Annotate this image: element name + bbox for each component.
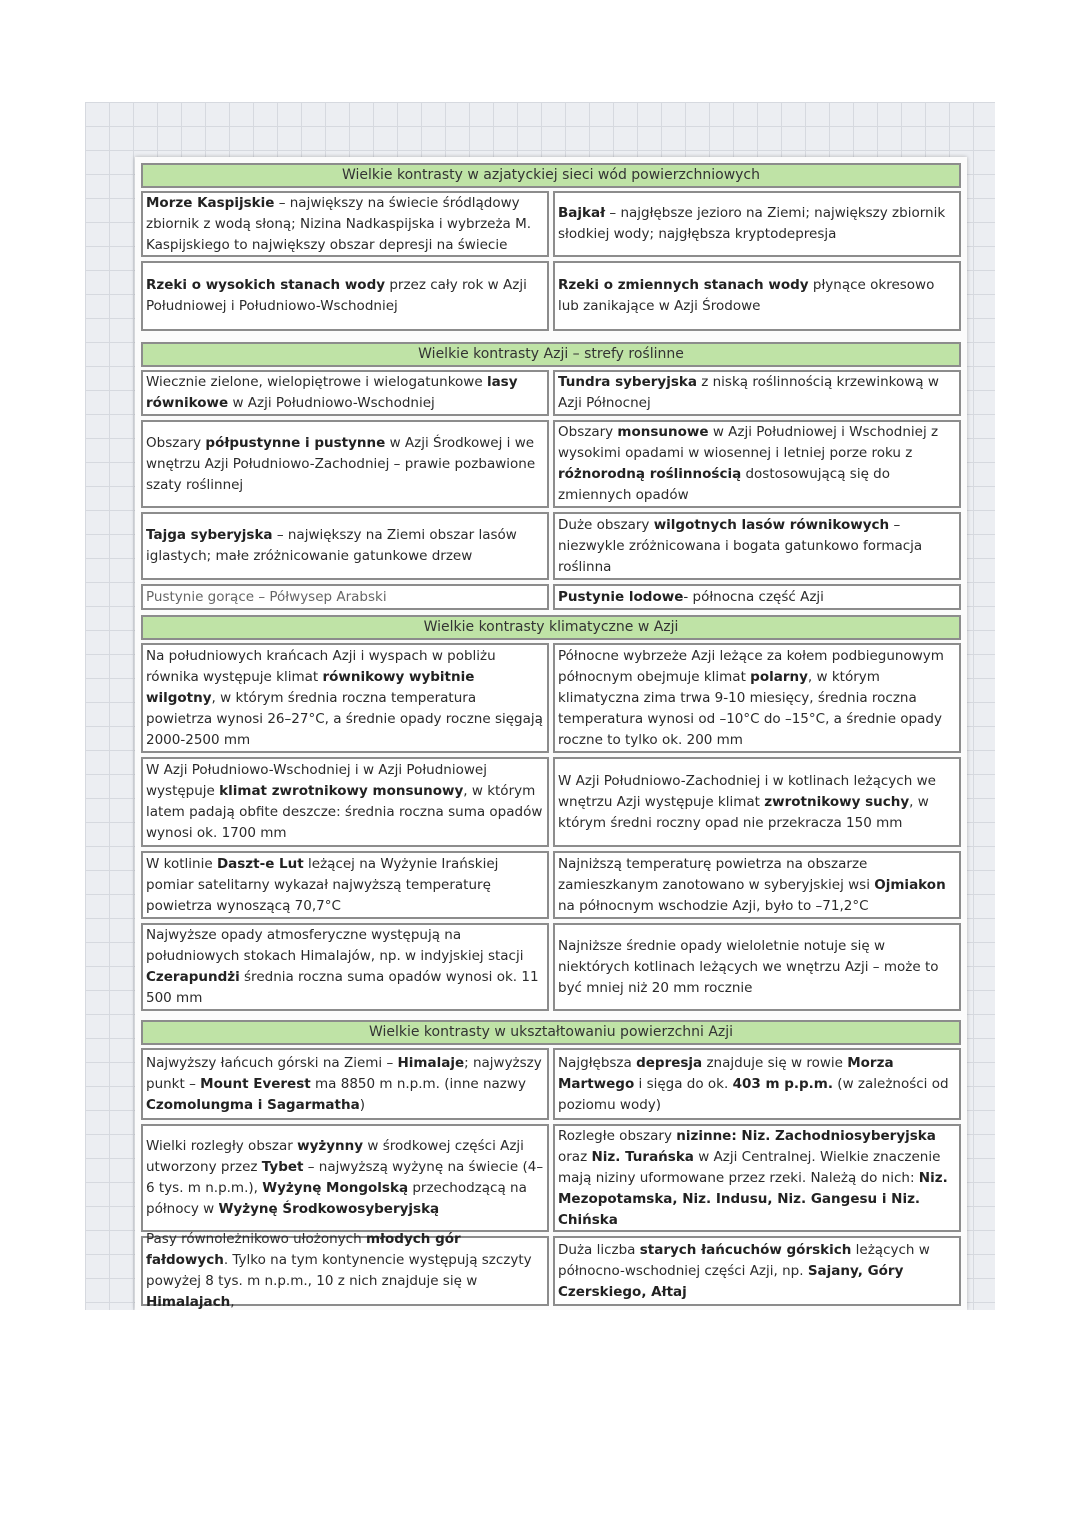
info-cell [141,261,549,331]
section-title: Wielkie kontrasty w azjatyckiej sieci wód powierzchniowych [141,163,961,188]
section-title: Wielkie kontrasty klimatyczne w Azji [141,615,961,640]
cell-text: Pasy równoleżnikowo ułożonych młodych gór fałdowych. Tylko na tym kontynencie występują szczyty powyżej 8 tys. m n.p.m., 10 z nich znajduje się w Himalajach, [146,1231,532,1310]
info-cell [553,191,961,257]
cell-text: Rozległe obszary nizinne: Niz. Zachodniosyberyjska oraz Niz. Turańska w Azji Centralnej. Wielkie znaczenie mają niziny uformowane przez rzeki. Należą do nich: Niz. Mezopotamska, Niz. Indusu, Niz. Gangesu i Niz. Chińska [558,1127,948,1228]
section-climate [141,615,961,1011]
info-cell [553,584,961,610]
info-cell [553,370,961,416]
info-cell [553,512,961,580]
cell-text: Tundra syberyjska z niską roślinnością krzewinkową w Azji Północnej [558,374,939,411]
cell-text: Tajga syberyjska – największy na Ziemi obszar lasów iglastych; małe zróżnicowanie gatunkowe drzew [146,527,517,564]
info-cell [553,420,961,508]
info-cell [553,1048,961,1120]
cell-text: Obszary monsunowe w Azji Południowej i Wschodniej z wysokimi opadami w wiosennej i letniej porze roku z różnorodną roślinnością dostosowującą się do zmiennych opadów [558,424,939,503]
cell-text: W Azji Południowo-Wschodniej i w Azji Południowej występuje klimat zwrotnikowy monsunowy, w którym latem padają obfite deszcze: średnia roczna suma opadów wynosi ok. 1700 mm [146,762,543,841]
section-relief [141,1020,961,1310]
cell-text: Najwyższe opady atmosferyczne występują na południowych stokach Himalajów, np. w indyjskiej stacji Czerapundżi średnia roczna suma opadów wynosi ok. 11 500 mm [146,927,539,1006]
cell-text: Najwyższy łańcuch górski na Ziemi – Himalaje; najwyższy punkt – Mount Everest ma 8850 m n.p.m. (inne nazwy Czomolungma i Sagarmatha) [146,1054,542,1113]
info-cell [141,1048,549,1120]
info-cell [141,584,549,610]
info-cell [553,1124,961,1232]
cell-text: Duża liczba starych łańcuchów górskich leżących w północno-wschodniej części Azji, np. Sajany, Góry Czerskiego, Ałtaj [558,1241,930,1300]
info-cell [141,757,549,847]
cell-text: Wiecznie zielone, wielopiętrowe i wielogatunkowe lasy równikowe w Azji Południowo-Wschodniej [146,374,518,411]
cell-text: Wielki rozległy obszar wyżynny w środkowej części Azji utworzony przez Tybet – najwyższą wyżynę na świecie (4–6 tys. m n.p.m.), Wyżynę Mongolską przechodzącą na północy w Wyżynę Środkowosyberyjską [146,1138,544,1217]
info-cell [141,191,549,257]
cell-text: Rzeki o zmiennych stanach wody płynące okresowo lub zanikające w Azji Środowe [558,277,935,314]
info-cell [141,370,549,416]
info-cell [553,1236,961,1306]
cell-text: Najniższe średnie opady wieloletnie notuje się w niektórych kotlinach leżących we wnętrzu Azji – może to być mniej niż 20 mm rocznie [558,937,939,996]
info-cell [141,851,549,919]
cell-text: W Azji Południowo-Zachodniej i w kotlinach leżących we wnętrzu Azji występuje klimat zwrotnikowy suchy, w którym średni roczny opad nie przekracza 150 mm [558,772,936,831]
info-cell [141,512,549,580]
info-cell [141,1124,549,1232]
cell-text: Na południowych krańcach Azji i wyspach w pobliżu równika występuje klimat równikowy wybitnie wilgotny, w którym średnia roczna temperatura powietrza wynosi 26–27°C, a średnie opady roczne sięgają 2000-2500 mm [146,647,543,748]
section-waters [141,163,961,331]
cell-text: Pustynie lodowe- północna część Azji [558,588,824,605]
info-cell [553,261,961,331]
info-cell [141,923,549,1011]
section-title: Wielkie kontrasty Azji – strefy roślinne [141,342,961,367]
info-cell [553,643,961,753]
cell-text: Północne wybrzeże Azji leżące za kołem podbiegunowym północnym obejmuje klimat polarny, w którym klimatyczna zima trwa 9-10 miesięcy, średnia roczna temperatura wynosi od –10°C do –15°C, a średnie opady roczne to tylko ok. 200 mm [558,647,944,748]
section-title: Wielkie kontrasty w ukształtowaniu powierzchni Azji [141,1020,961,1045]
cell-text: Najniższą temperaturę powietrza na obszarze zamieszkanym zanotowano w syberyjskiej wsi Ojmiakon na północnym wschodzie Azji, było to –71,2°C [558,855,946,914]
info-cell [553,851,961,919]
info-cell [553,923,961,1011]
cell-text: W kotlinie Daszt-e Lut leżącej na Wyżynie Irańskiej pomiar satelitarny wykazał najwyższą temperaturę powietrza wynoszącą 70,7°C [146,855,499,914]
info-cell [141,1231,549,1310]
cell-text: Pustynie gorące – Półwysep Arabski [146,588,387,605]
photo-background [85,102,995,1310]
info-cell [553,757,961,847]
cell-text: Morze Kaspijskie – największy na świecie śródlądowy zbiornik z wodą słoną; Nizina Nadkaspijska i wybrzeża M. Kaspijskiego to największy obszar depresji na świecie [146,194,532,253]
cell-text: Bajkał – najgłębsze jezioro na Ziemi; największy zbiornik słodkiej wody; najgłębsza kryptodepresja [558,205,946,242]
section-vegetation [141,342,961,610]
cell-text: Duże obszary wilgotnych lasów równikowych – niezwykle zróżnicowana i bogata gatunkowo formacja roślinna [558,516,923,575]
laminated-sheet [135,157,967,1310]
cell-text: Rzeki o wysokich stanach wody przez cały rok w Azji Południowej i Południowo-Wschodniej [146,277,527,314]
info-cell [141,420,549,508]
cell-text: Obszary półpustynne i pustynne w Azji Środkowej i we wnętrzu Azji Południowo-Zachodniej – prawie pozbawione szaty roślinnej [146,434,536,493]
cell-text: Najgłębsza depresja znajduje się w rowie Morza Martwego i sięga do ok. 403 m p.p.m. (w zależności od poziomu wody) [558,1054,949,1113]
info-cell [141,643,549,753]
